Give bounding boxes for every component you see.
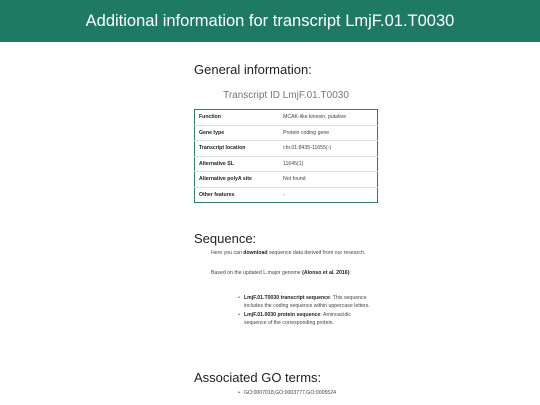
transcript-sequence-link[interactable]: LmjF.01.T0030 transcript sequence [244,295,330,301]
sequence-heading: Sequence: [194,231,257,246]
bullet-icon: • [238,312,240,318]
row-value: chr.01:8435-11655(-) [279,141,378,157]
list-item [238,295,370,310]
download-text-pre: Here you can [211,250,244,256]
transcript-sequence-desc: : This sequence includes the coding sequence within uppercase letters. [244,295,370,309]
protein-sequence-link[interactable]: LmjF.01.0030 protein sequence [244,312,321,318]
go-terms-heading: Associated GO terms: [194,370,322,385]
general-info-table [194,109,378,203]
row-key: Alternative polyA site [195,172,280,188]
download-paragraph [211,250,376,258]
table-row [195,125,378,141]
go-terms-list [238,390,370,400]
table-row [195,141,378,157]
row-key: Other features [195,187,280,203]
go-terms-value: GO:0007018,GO:0003777,GO:0005524 [244,390,337,396]
genome-paragraph [211,270,376,278]
row-key: Transcript location [195,141,280,157]
transcript-id-label: Transcript ID LmjF.01.T0030 [223,90,349,101]
table-row [195,172,378,188]
row-key: Function [199,114,221,121]
list-item [238,312,370,327]
protein-sequence-desc: : Aminoacidic sequence of the corresponding protein. [244,312,351,326]
row-value: MCAK-like kinesin, putative [283,114,347,121]
download-link[interactable]: download [243,250,268,256]
table-row [195,156,378,172]
list-item [238,390,370,398]
general-information-heading: General information: [194,62,312,77]
genome-text-post: : [349,270,351,276]
page-title: Additional information for transcript LmjF.01.T0030 [85,11,455,30]
bullet-icon: • [238,390,240,396]
alonso-citation-link[interactable]: (Alonso et al. 2016) [302,270,350,276]
row-value: Not found [279,172,378,188]
genome-text-pre: Based on the updated L.major genome [211,270,303,276]
row-key: Gene type [195,125,280,141]
row-value: Protein coding gene [279,125,378,141]
page-header [0,0,540,42]
table-row [195,110,378,126]
bullet-icon: • [238,295,240,301]
row-key: Alternative SL [195,156,280,172]
sequence-link-list [238,295,370,329]
row-value: 11645(1) [279,156,378,172]
table-row [195,187,378,203]
row-value: - [279,187,378,203]
download-text-post: sequence data derived from our research. [267,250,366,256]
